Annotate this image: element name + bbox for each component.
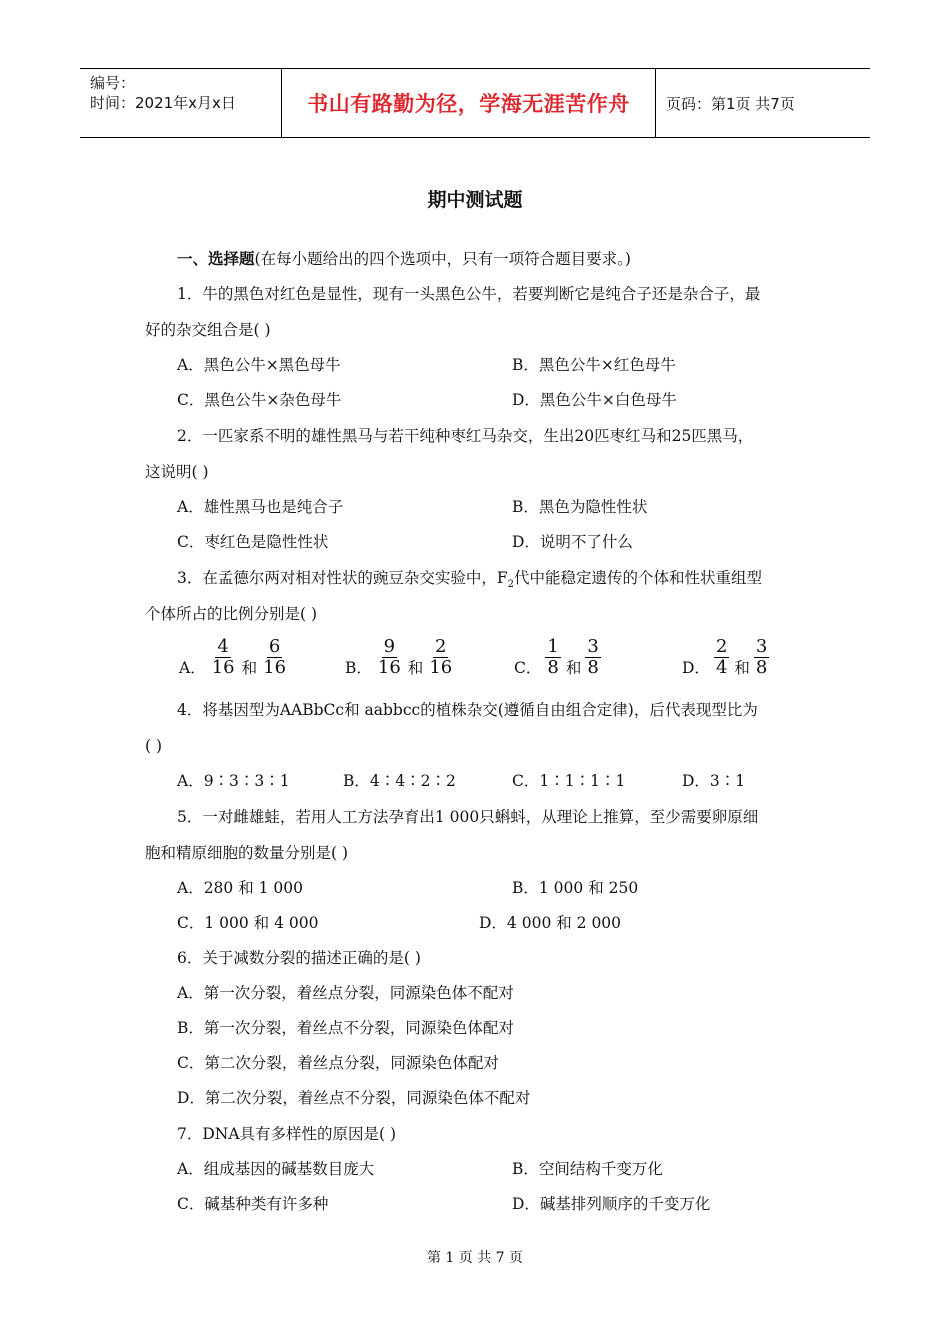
q7-option-b: B．空间结构千变万化 bbox=[512, 1160, 663, 1178]
q3-option-d bbox=[680, 637, 772, 678]
q5-option-a: A．280 和 1 000 bbox=[177, 879, 304, 897]
page-title: 期中测试题 bbox=[427, 189, 523, 211]
time-label: 时间：2021年x月x日 bbox=[90, 94, 236, 112]
q1-option-b: B．黑色公牛×红色母牛 bbox=[512, 356, 676, 374]
q7-option-c: C．碱基种类有许多种 bbox=[177, 1195, 329, 1213]
header-meta bbox=[80, 69, 282, 137]
q4-stem-line1: 4．将基因型为AABbCc和 aabbcc的植株杂交(遵循自由组合定律)，后代表现型比为 bbox=[177, 701, 758, 719]
q3-option-d-frac2 bbox=[754, 637, 769, 678]
q4-option-b: B．4∶4∶2∶2 bbox=[343, 772, 456, 790]
q3-option-d-he: 和 bbox=[734, 659, 750, 677]
q4-option-c: C．1∶1∶1∶1 bbox=[512, 772, 626, 790]
q4-option-d: D．3∶1 bbox=[682, 772, 746, 790]
frac-numerator: 4 bbox=[217, 636, 229, 657]
q6-option-a: A．第一次分裂，着丝点分裂，同源染色体不配对 bbox=[177, 984, 514, 1002]
q3-option-c-label: C． bbox=[514, 659, 542, 677]
frac-numerator: 2 bbox=[715, 636, 728, 657]
q7-option-a: A．组成基因的碱基数目庞大 bbox=[177, 1160, 375, 1178]
q3-option-c-frac2 bbox=[585, 637, 600, 678]
section-heading: 一、选择题 bbox=[177, 250, 255, 268]
q3-option-b bbox=[343, 637, 457, 678]
q1-option-c: C．黑色公牛×杂色母牛 bbox=[177, 391, 342, 409]
q2-stem-line2: 这说明( ) bbox=[145, 463, 209, 481]
q3-option-d-label: D． bbox=[682, 659, 710, 677]
q6-option-b: B．第一次分裂，着丝点不分裂，同源染色体配对 bbox=[177, 1019, 514, 1037]
q5-stem-line2: 胞和精原细胞的数量分别是( ) bbox=[145, 844, 349, 862]
frac-numerator: 9 bbox=[383, 636, 396, 657]
q5-option-d: D．4 000 和 2 000 bbox=[479, 914, 622, 932]
q3-stem-line2: 个体所占的比例分别是( ) bbox=[145, 605, 318, 623]
frac-denominator: 16 bbox=[211, 657, 235, 678]
frac-denominator: 16 bbox=[377, 657, 401, 678]
q5-option-c: C．1 000 和 4 000 bbox=[177, 914, 319, 932]
section-heading-row bbox=[177, 249, 631, 269]
frac-denominator: 8 bbox=[587, 657, 599, 678]
q2-option-c: C．枣红色是隐性性状 bbox=[177, 533, 329, 551]
frac-denominator: 8 bbox=[755, 657, 768, 678]
frac-denominator: 16 bbox=[263, 657, 287, 678]
frac-numerator: 6 bbox=[268, 636, 281, 657]
q3-option-b-he: 和 bbox=[407, 659, 424, 677]
q3-stem-line1 bbox=[177, 568, 762, 595]
q3-option-c bbox=[512, 637, 604, 678]
q7-option-d: D．碱基排列顺序的千变万化 bbox=[512, 1195, 711, 1213]
frac-denominator: 8 bbox=[547, 657, 559, 678]
q5-option-b: B．1 000 和 250 bbox=[512, 879, 639, 897]
frac-numerator: 2 bbox=[435, 636, 447, 657]
q4-option-a: A．9∶3∶3∶1 bbox=[177, 772, 290, 790]
q3-option-a-frac2 bbox=[261, 637, 288, 678]
frac-numerator: 3 bbox=[587, 636, 599, 657]
frac-denominator: 16 bbox=[429, 657, 453, 678]
q3-option-b-frac1 bbox=[376, 637, 403, 678]
page-footer: 第 1 页 共 7 页 bbox=[426, 1250, 524, 1266]
q7-stem: 7．DNA具有多样性的原因是( ) bbox=[177, 1125, 397, 1143]
q1-option-d: D．黑色公牛×白色母牛 bbox=[512, 391, 677, 409]
q3-option-a bbox=[177, 637, 291, 678]
frac-denominator: 4 bbox=[715, 657, 728, 678]
q3-stem-post: 代中能稳定遗传的个体和性状重组型 bbox=[514, 569, 763, 587]
q3-option-a-he: 和 bbox=[241, 659, 258, 677]
q3-option-b-frac2 bbox=[427, 637, 454, 678]
q2-stem-line1: 2．一匹家系不明的雄性黑马与若干纯种枣红马杂交，生出20匹枣红马和25匹黑马， bbox=[177, 427, 754, 445]
q3-option-c-he: 和 bbox=[565, 659, 582, 677]
q3-stem-sub: 2 bbox=[507, 579, 514, 591]
q3-stem-pre: 3．在孟德尔两对相对性状的豌豆杂交实验中，F bbox=[177, 569, 508, 587]
q2-option-b: B．黑色为隐性性状 bbox=[512, 498, 648, 516]
q2-option-a: A．雄性黑马也是纯合子 bbox=[177, 498, 344, 516]
q3-option-c-frac1 bbox=[545, 637, 560, 678]
q3-option-d-frac1 bbox=[714, 637, 729, 678]
frac-numerator: 1 bbox=[547, 636, 559, 657]
q4-stem-line2: ( ) bbox=[145, 737, 163, 755]
q5-stem-line1: 5．一对雌雄蛙，若用人工方法孕育出1 000只蝌蚪，从理论上推算，至少需要卵原细 bbox=[177, 808, 759, 826]
q6-option-d: D．第二次分裂，着丝点不分裂，同源染色体不配对 bbox=[177, 1089, 531, 1107]
q1-stem-line1: 1．牛的黑色对红色是显性，现有一头黑色公牛，若要判断它是纯合子还是杂合子，最 bbox=[177, 285, 761, 303]
header-table bbox=[80, 68, 870, 138]
header-page-info: 页码：第1页 共7页 bbox=[666, 94, 795, 113]
number-label: 编号： bbox=[90, 74, 136, 92]
header-motto: 书山有路勤为径，学海无涯苦作舟 bbox=[282, 69, 656, 137]
q1-stem-line2: 好的杂交组合是( ) bbox=[145, 321, 271, 339]
q6-option-c: C．第二次分裂，着丝点分裂，同源染色体配对 bbox=[177, 1054, 499, 1072]
q2-option-d: D．说明不了什么 bbox=[512, 533, 633, 551]
section-instruction: (在每小题给出的四个选项中，只有一项符合题目要求。) bbox=[254, 250, 631, 268]
frac-numerator: 3 bbox=[755, 636, 768, 657]
q3-option-a-label: A． bbox=[179, 659, 206, 677]
q3-option-b-label: B． bbox=[345, 659, 372, 677]
q3-option-a-frac1 bbox=[210, 637, 237, 678]
q6-stem: 6．关于减数分裂的描述正确的是( ) bbox=[177, 949, 421, 967]
q1-option-a: A．黑色公牛×黑色母牛 bbox=[177, 356, 341, 374]
